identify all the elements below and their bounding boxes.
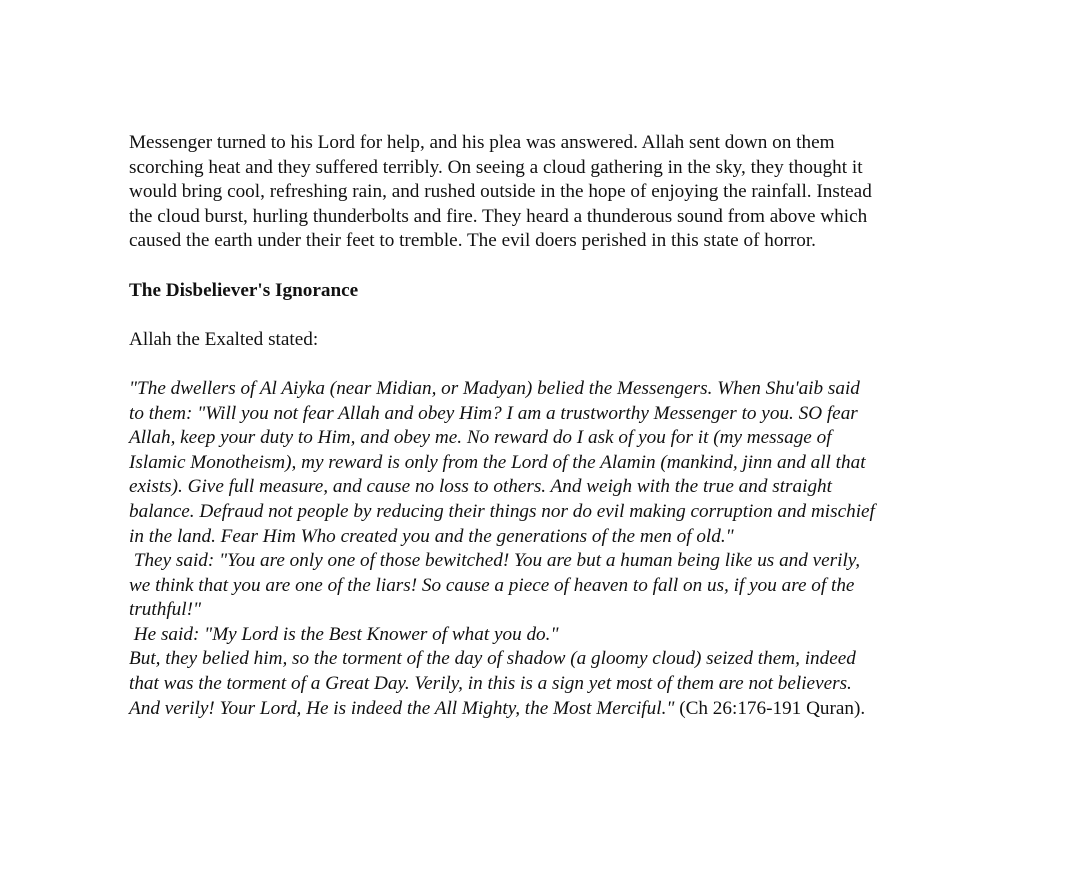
text-line: scorching heat and they suffered terribly. On seeing a cloud gathering in the sky, they thought it — [129, 156, 863, 178]
quote-line: we think that you are one of the liars! So cause a piece of heaven to fall on us, if you are of the — [129, 574, 855, 596]
narrative-paragraph — [129, 131, 989, 254]
quote-line: truthful!" — [129, 599, 202, 621]
citation-reference: (Ch 26:176-191 Quran). — [674, 697, 866, 719]
quote-line: balance. Defraud not people by reducing their things nor do evil making corruption and mischief — [129, 500, 875, 522]
quote-line: that was the torment of a Great Day. Verily, in this is a sign yet most of them are not believers. — [129, 673, 852, 695]
quran-quotation — [129, 377, 989, 721]
text-line: the cloud burst, hurling thunderbolts and fire. They heard a thunderous sound from above which — [129, 205, 868, 227]
text-line: caused the earth under their feet to tremble. The evil doers perished in this state of horror. — [129, 230, 816, 252]
text-line: Messenger turned to his Lord for help, and his plea was answered. Allah sent down on them — [129, 132, 835, 153]
quote-line: exists). Give full measure, and cause no loss to others. And weigh with the true and straight — [129, 476, 832, 498]
quote-line: Islamic Monotheism), my reward is only from the Lord of the Alamin (mankind, jinn and all that — [129, 451, 866, 473]
quote-line: in the land. Fear Him Who created you and the generations of the men of old." — [129, 525, 734, 547]
document-page — [129, 131, 989, 721]
quote-line: They said: "You are only one of those bewitched! You are but a human being like us and verily, — [129, 550, 861, 572]
quote-line: "The dwellers of Al Aiyka (near Midian, or Madyan) belied the Messengers. When Shu'aib said — [129, 377, 860, 399]
quote-final-text: And verily! Your Lord, He is indeed the All Mighty, the Most Merciful." — [129, 697, 675, 719]
quote-line: He said: "My Lord is the Best Knower of what you do." — [129, 623, 559, 645]
text-line: would bring cool, refreshing rain, and rushed outside in the hope of enjoying the rainfall. Instead — [129, 181, 872, 203]
quote-final-line — [129, 697, 989, 722]
quote-line: to them: "Will you not fear Allah and obey Him? I am a trustworthy Messenger to you. SO fear — [129, 402, 858, 424]
section-heading: The Disbeliever's Ignorance — [129, 279, 359, 301]
quote-line: But, they belied him, so the torment of the day of shadow (a gloomy cloud) seized them, indeed — [129, 648, 856, 670]
quote-line: Allah, keep your duty to Him, and obey me. No reward do I ask of you for it (my message of — [129, 427, 832, 449]
intro-text: Allah the Exalted stated: — [129, 328, 319, 350]
